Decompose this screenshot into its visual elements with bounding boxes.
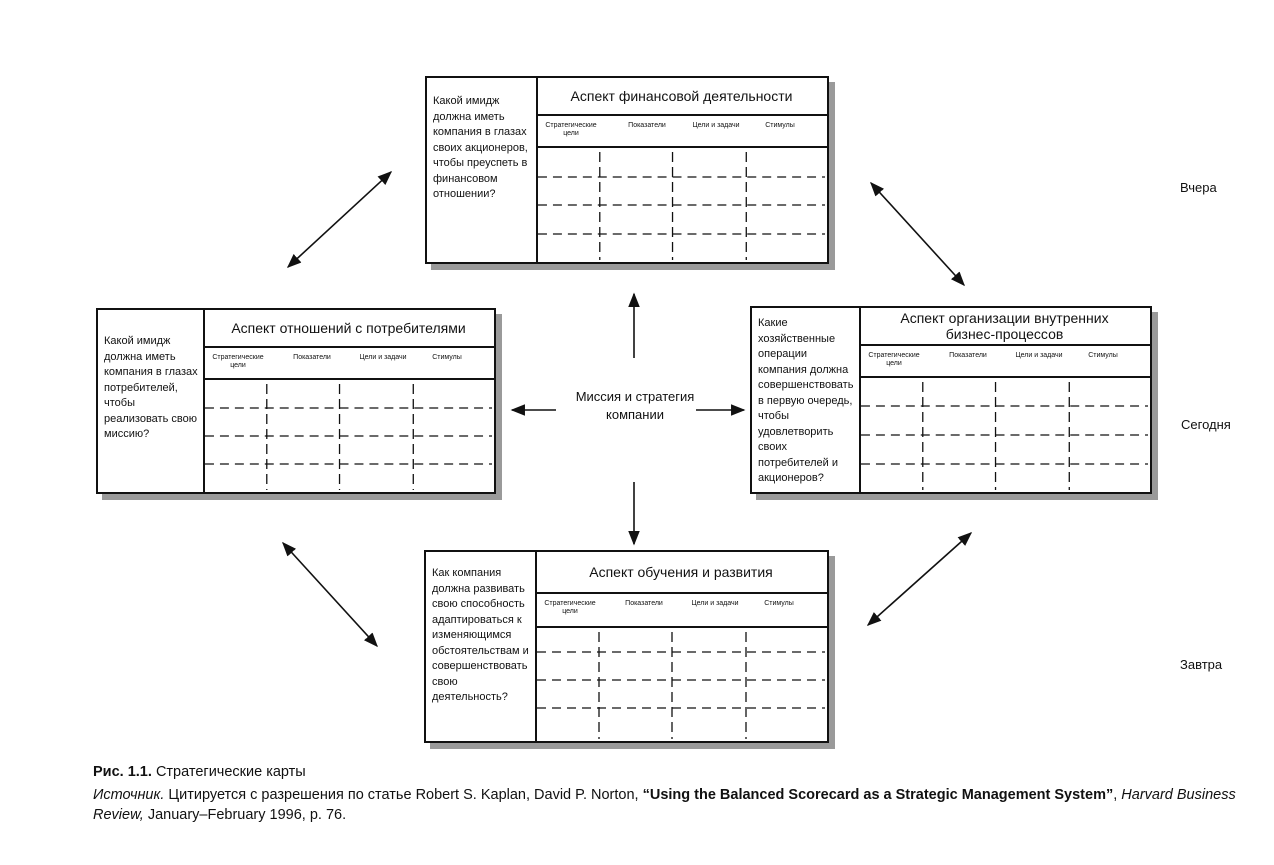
- learning-perspective-card: [424, 550, 829, 743]
- learning-grid: [535, 628, 827, 741]
- internal-title: Аспект организации внутренних бизнес-процессов: [859, 308, 1150, 346]
- time-label-tomorrow: Завтра: [1180, 657, 1223, 672]
- arrow-customer-learning: [283, 543, 377, 646]
- customer-question: Какой имидж должна иметь компания в глазах потребителей, чтобы реализовать свою миссию?: [98, 310, 205, 492]
- financial-title: Аспект финансовой деятельности: [536, 78, 827, 116]
- mission-line-1: Миссия и стратегия: [575, 389, 695, 404]
- figure-source: Источник. Цитируется с разрешения по статье Robert S. Kaplan, David P. Norton, “Using the Balanced Scorecard as a Strategic Management System”, Harvard Business Review, January–February 1996, p. 76.: [93, 787, 1236, 823]
- column-header-incentives: Стимулы: [1088, 352, 1118, 359]
- column-header-incentives: Стимулы: [764, 600, 794, 607]
- column-header-indicators: Показатели: [949, 352, 987, 359]
- article-title: “Using the Balanced Scorecard as a Strategic Management System”: [642, 787, 1114, 803]
- internal-grid: [859, 378, 1150, 492]
- column-header-targets: Цели и задачи: [691, 600, 739, 607]
- column-header-strategic-goals: Стратегические цели: [544, 600, 596, 615]
- mission-strategy-label: [560, 388, 710, 424]
- column-header-targets: Цели и задачи: [692, 122, 740, 129]
- time-label-today: Сегодня: [1181, 417, 1231, 432]
- journal-name: Harvard Business Review,: [93, 787, 1236, 823]
- time-label-yesterday: Вчера: [1180, 180, 1217, 195]
- internal-question: Какие хозяйственные операции компания должна совершенствовать в первую очередь, чтобы удовлетворить своих потребителей и акционеров?: [752, 308, 861, 492]
- learning-title: Аспект обучения и развития: [535, 552, 827, 594]
- column-header-targets: Цели и задачи: [359, 354, 407, 361]
- financial-question: Какой имидж должна иметь компания в глазах своих акционеров, чтобы преуспеть в финансовом отношении?: [427, 78, 538, 262]
- financial-perspective-card: [425, 76, 829, 264]
- column-header-indicators: Показатели: [293, 354, 331, 361]
- source-label: Источник.: [93, 787, 165, 803]
- column-header-targets: Цели и задачи: [1015, 352, 1063, 359]
- source-text-2: January–February 1996, p. 76.: [147, 807, 347, 823]
- source-text-1: Цитируется с разрешения по статье Robert S. Kaplan, David P. Norton,: [168, 787, 639, 803]
- learning-question: Как компания должна развивать свою способность адаптироваться к изменяющимся обстоятельствам и совершенствовать свою деятельность?: [426, 552, 537, 741]
- arrow-financial-customer: [288, 172, 391, 267]
- figure-label: Рис. 1.1.: [93, 764, 152, 780]
- internal-process-perspective-card: [750, 306, 1152, 494]
- customer-perspective-card: [96, 308, 496, 494]
- figure-title: Стратегические карты: [155, 764, 306, 780]
- customer-title: Аспект отношений с потребителями: [203, 310, 494, 348]
- arrow-internal-learning: [868, 533, 971, 625]
- customer-grid: [203, 380, 494, 492]
- financial-grid: [536, 148, 827, 262]
- column-header-incentives: Стимулы: [432, 354, 462, 361]
- arrow-financial-internal: [871, 183, 964, 285]
- mission-line-2: компании: [606, 407, 664, 422]
- column-header-indicators: Показатели: [625, 600, 663, 607]
- figure-caption: [93, 762, 1243, 782]
- column-header-indicators: Показатели: [628, 122, 666, 129]
- column-header-strategic-goals: Стратегические цели: [545, 122, 597, 137]
- column-header-strategic-goals: Стратегические цели: [868, 352, 920, 367]
- column-header-strategic-goals: Стратегические цели: [212, 354, 264, 369]
- column-header-incentives: Стимулы: [765, 122, 795, 129]
